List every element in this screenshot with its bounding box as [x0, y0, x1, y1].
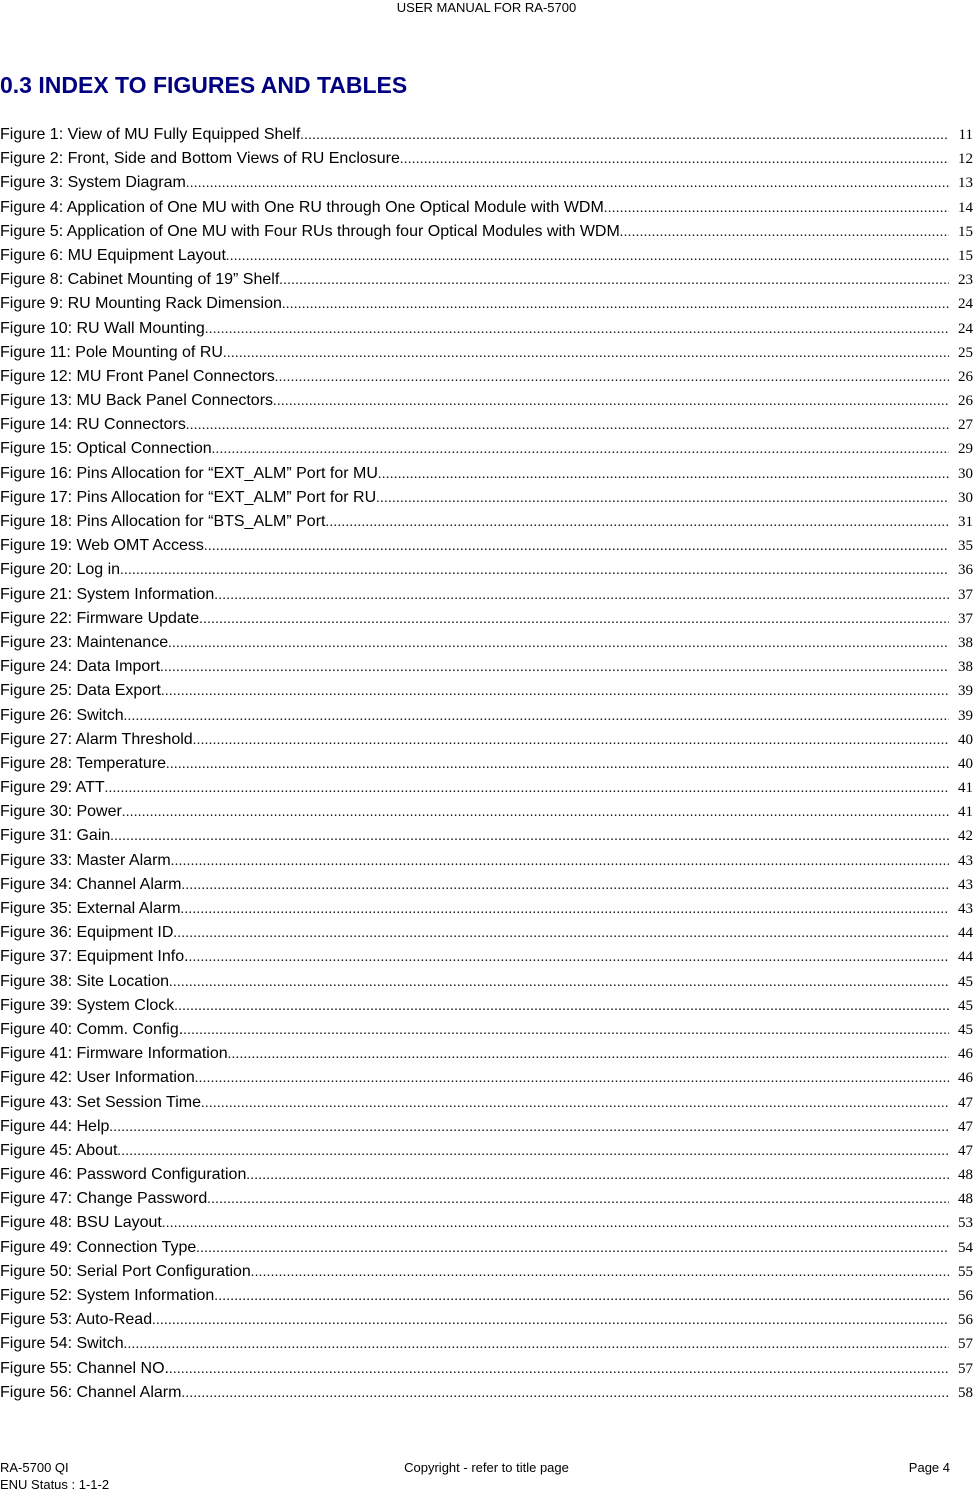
toc-entry[interactable]	[0, 827, 973, 851]
toc-entry[interactable]	[0, 1069, 973, 1093]
toc-entry-title: Figure 49: Connection Type	[0, 1238, 197, 1256]
toc-entry-title: Figure 6: MU Equipment Layout	[0, 246, 226, 264]
toc-entry-title: Figure 39: System Clock	[0, 996, 175, 1014]
toc-entry-page: 45	[958, 973, 973, 990]
toc-entry-title: Figure 30: Power	[0, 803, 122, 821]
toc-entry[interactable]	[0, 803, 973, 827]
toc-entry-page: 43	[958, 901, 973, 917]
toc-entry[interactable]	[0, 174, 973, 198]
toc-dot-leader	[193, 733, 949, 749]
toc-entry-page: 48	[958, 1191, 973, 1208]
toc-dot-leader	[223, 346, 949, 362]
toc-entry-title: Figure 19: Web OMT Access	[0, 537, 204, 555]
toc-entry-title: Figure 26: Switch	[0, 706, 124, 724]
toc-dot-leader	[199, 612, 949, 628]
toc-entry-page: 48	[958, 1167, 973, 1184]
toc-entry[interactable]	[0, 973, 973, 997]
toc-dot-leader	[174, 999, 949, 1015]
toc-entry-page: 13	[958, 175, 973, 192]
toc-dot-leader	[279, 273, 949, 289]
toc-dot-leader	[124, 709, 949, 725]
toc-entry-page: 54	[958, 1239, 973, 1256]
toc-entry-title: Figure 9: RU Mounting Rack Dimension	[0, 295, 282, 313]
footer-status: ENU Status : 1-1-2	[0, 1477, 110, 1492]
toc-dot-leader	[620, 225, 949, 241]
toc-entry[interactable]	[0, 1094, 973, 1118]
toc-entry[interactable]	[0, 1142, 973, 1166]
toc-dot-leader	[376, 491, 949, 507]
figure-index-list	[0, 126, 973, 1408]
toc-entry-title: Figure 35: External Alarm	[0, 900, 181, 917]
toc-entry[interactable]	[0, 561, 973, 585]
toc-entry-page: 43	[958, 852, 973, 869]
toc-entry[interactable]	[0, 1311, 973, 1335]
toc-entry[interactable]	[0, 755, 973, 779]
toc-entry-page: 27	[958, 417, 973, 434]
footer-doc-id: RA-5700 QI	[0, 1460, 69, 1475]
toc-entry-page: 26	[958, 393, 973, 410]
toc-entry[interactable]	[0, 852, 973, 876]
toc-dot-leader	[181, 878, 949, 894]
toc-entry-page: 45	[958, 1021, 973, 1038]
toc-entry-title: Figure 47: Change Password	[0, 1190, 208, 1208]
toc-entry[interactable]	[0, 1021, 973, 1045]
toc-entry-page: 36	[958, 562, 973, 579]
toc-entry-page: 57	[958, 1336, 973, 1353]
toc-entry[interactable]	[0, 440, 973, 464]
toc-entry-title: Figure 1: View of MU Fully Equipped Shelf	[0, 126, 301, 143]
toc-entry-title: Figure 43: Set Session Time	[0, 1093, 201, 1111]
toc-entry-title: Figure 40: Comm. Config.	[0, 1020, 184, 1038]
toc-entry[interactable]	[0, 247, 973, 271]
toc-dot-leader	[246, 1168, 949, 1184]
toc-dot-leader	[168, 636, 949, 652]
toc-entry-title: Figure 16: Pins Allocation for “EXT_ALM” Port for MU	[0, 464, 378, 482]
footer-page-number: Page 4	[908, 1460, 950, 1475]
toc-entry-page: 11	[958, 127, 973, 143]
toc-entry-title: Figure 12: MU Front Panel Connectors	[0, 367, 275, 385]
toc-entry-title: Figure 24: Data Import	[0, 658, 161, 676]
toc-dot-leader	[195, 1071, 949, 1087]
toc-entry-title: Figure 20: Log in	[0, 561, 121, 579]
toc-entry[interactable]	[0, 1263, 973, 1287]
toc-entry[interactable]	[0, 1335, 973, 1359]
toc-dot-leader	[109, 1120, 949, 1136]
toc-dot-leader	[166, 757, 949, 773]
toc-entry-page: 37	[958, 610, 973, 627]
toc-entry[interactable]	[0, 223, 973, 247]
toc-entry-title: Figure 53: Auto-Read	[0, 1311, 153, 1329]
toc-dot-leader	[604, 201, 949, 217]
toc-entry[interactable]	[0, 150, 973, 174]
toc-entry-page: 56	[958, 1312, 973, 1329]
toc-dot-leader	[169, 1362, 949, 1378]
toc-entry[interactable]	[0, 271, 973, 295]
toc-entry-page: 25	[958, 344, 973, 361]
toc-entry-title: Figure 46: Password Configuration	[0, 1166, 247, 1184]
toc-entry-page: 29	[958, 441, 973, 458]
toc-entry-page: 43	[958, 876, 973, 893]
toc-entry-title: Figure 52: System Information	[0, 1287, 215, 1304]
toc-entry-title: Figure 56: Channel Alarm	[0, 1383, 182, 1401]
toc-entry-title: Figure 54: Switch	[0, 1335, 124, 1353]
toc-entry[interactable]	[0, 489, 973, 513]
toc-dot-leader	[207, 1192, 949, 1208]
toc-dot-leader	[181, 902, 949, 918]
toc-dot-leader	[110, 829, 949, 845]
toc-entry[interactable]	[0, 392, 973, 416]
toc-dot-leader	[204, 539, 949, 555]
toc-entry[interactable]	[0, 658, 973, 682]
toc-entry[interactable]	[0, 1166, 973, 1190]
toc-dot-leader	[124, 1337, 949, 1353]
toc-entry[interactable]	[0, 1287, 973, 1311]
toc-entry[interactable]	[0, 634, 973, 658]
toc-dot-leader	[186, 176, 949, 192]
toc-entry-page: 12	[958, 151, 973, 168]
toc-entry-page: 35	[958, 538, 973, 555]
toc-dot-leader	[181, 1386, 949, 1402]
toc-entry[interactable]	[0, 416, 973, 440]
toc-entry-page: 53	[958, 1215, 973, 1232]
toc-entry[interactable]	[0, 537, 973, 561]
toc-entry-page: 46	[958, 1070, 973, 1087]
toc-entry-page: 44	[958, 949, 973, 966]
toc-entry-title: Figure 55: Channel NO.	[0, 1359, 169, 1377]
toc-dot-leader	[186, 418, 949, 434]
toc-entry[interactable]	[0, 320, 973, 344]
toc-entry[interactable]	[0, 344, 973, 368]
toc-entry[interactable]	[0, 997, 973, 1021]
toc-entry[interactable]	[0, 731, 973, 755]
toc-entry-title: Figure 31: Gain	[0, 827, 111, 845]
toc-entry-title: Figure 21: System Information	[0, 585, 215, 603]
toc-entry-title: Figure 34: Channel Alarm	[0, 875, 182, 893]
toc-entry-title: Figure 3: System Diagram	[0, 174, 186, 192]
toc-entry-title: Figure 33: Master Alarm	[0, 851, 171, 869]
section-title: 0.3 INDEX TO FIGURES AND TABLES	[0, 72, 408, 98]
toc-dot-leader	[300, 128, 949, 144]
toc-dot-leader	[325, 515, 949, 531]
toc-entry-page: 41	[958, 780, 973, 797]
toc-dot-leader	[275, 370, 949, 386]
toc-entry-page: 47	[958, 1094, 973, 1111]
toc-entry-page: 31	[958, 514, 973, 530]
toc-entry-title: Figure 13: MU Back Panel Connectors	[0, 392, 274, 410]
toc-entry-title: Figure 17: Pins Allocation for “EXT_ALM” Port for RU	[0, 488, 377, 506]
toc-entry[interactable]	[0, 1045, 973, 1069]
toc-dot-leader	[228, 1047, 949, 1063]
toc-entry[interactable]	[0, 948, 973, 972]
toc-entry-page: 39	[958, 683, 973, 700]
toc-entry[interactable]	[0, 1239, 973, 1263]
toc-dot-leader	[196, 1241, 949, 1257]
toc-entry[interactable]	[0, 295, 973, 319]
toc-entry-title: Figure 2: Front, Side and Bottom Views of RU Enclosure	[0, 150, 400, 168]
toc-entry[interactable]	[0, 1190, 973, 1214]
toc-entry[interactable]	[0, 1360, 973, 1384]
toc-dot-leader	[122, 805, 949, 821]
toc-entry-page: 44	[958, 925, 973, 942]
toc-dot-leader	[378, 467, 949, 483]
toc-entry-title: Figure 50: Serial Port Configuration	[0, 1262, 251, 1280]
toc-entry-title: Figure 29: ATT	[0, 779, 105, 797]
toc-entry-page: 24	[958, 296, 973, 313]
toc-entry[interactable]	[0, 199, 973, 223]
toc-entry-title: Figure 48: BSU Layout	[0, 1214, 162, 1232]
toc-entry-title: Figure 8: Cabinet Mounting of 19” Shelf	[0, 271, 280, 289]
toc-entry[interactable]	[0, 779, 973, 803]
toc-entry-page: 58	[958, 1384, 973, 1401]
footer-copyright: Copyright - refer to title page	[404, 1460, 569, 1475]
toc-entry[interactable]	[0, 1384, 973, 1408]
toc-entry-page: 15	[958, 247, 973, 264]
toc-dot-leader	[161, 684, 949, 700]
toc-entry-page: 40	[958, 755, 973, 772]
toc-entry-title: Figure 27: Alarm Threshold	[0, 730, 193, 748]
toc-dot-leader	[282, 297, 949, 313]
toc-dot-leader	[120, 563, 949, 579]
toc-entry-title: Figure 15: Optical Connection	[0, 440, 212, 458]
toc-entry[interactable]	[0, 682, 973, 706]
toc-entry-title: Figure 38: Site Location	[0, 972, 169, 990]
toc-entry[interactable]	[0, 876, 973, 900]
toc-entry-page: 30	[958, 489, 973, 506]
toc-entry[interactable]	[0, 924, 973, 948]
toc-dot-leader	[205, 322, 949, 338]
toc-entry-page: 39	[958, 707, 973, 724]
toc-dot-leader	[201, 1096, 949, 1112]
toc-dot-leader	[189, 950, 949, 966]
toc-entry-page: 40	[958, 731, 973, 748]
toc-entry[interactable]	[0, 126, 973, 150]
toc-entry-page: 55	[958, 1263, 973, 1280]
toc-entry-title: Figure 4: Application of One MU with One RU through One Optical Module with WDM	[0, 198, 604, 216]
toc-entry[interactable]	[0, 1214, 973, 1238]
toc-entry-title: Figure 18: Pins Allocation for “BTS_ALM” Port	[0, 513, 326, 530]
toc-entry[interactable]	[0, 1118, 973, 1142]
toc-entry[interactable]	[0, 610, 973, 634]
toc-entry-title: Figure 41: Firmware Information	[0, 1045, 228, 1063]
toc-entry-title: Figure 23: Maintenance	[0, 633, 169, 651]
toc-dot-leader	[169, 975, 949, 991]
toc-dot-leader	[105, 781, 949, 797]
toc-entry-page: 38	[958, 634, 973, 651]
toc-entry[interactable]	[0, 368, 973, 392]
toc-entry-title: Figure 11: Pole Mounting of RU	[0, 343, 223, 361]
toc-entry-title: Figure 22: Firmware Update	[0, 609, 200, 627]
toc-entry-title: Figure 25: Data Export	[0, 682, 161, 700]
toc-entry-page: 57	[958, 1360, 973, 1377]
toc-entry-page: 30	[958, 465, 973, 482]
toc-dot-leader	[173, 926, 949, 942]
toc-entry-page: 24	[958, 320, 973, 337]
toc-entry-title: Figure 42: User Information	[0, 1069, 195, 1087]
toc-entry-page: 15	[958, 223, 973, 240]
toc-entry-page: 14	[958, 199, 973, 216]
toc-entry-title: Figure 44: Help	[0, 1117, 110, 1135]
toc-dot-leader	[273, 394, 949, 410]
toc-entry-title: Figure 37: Equipment Info.	[0, 948, 189, 966]
toc-entry-page: 41	[958, 804, 973, 821]
toc-dot-leader	[117, 1144, 949, 1160]
toc-entry-page: 45	[958, 997, 973, 1014]
toc-entry[interactable]	[0, 513, 973, 537]
toc-dot-leader	[162, 1216, 949, 1232]
toc-dot-leader	[214, 1289, 949, 1305]
toc-dot-leader	[400, 152, 949, 168]
toc-entry-page: 46	[958, 1046, 973, 1063]
toc-entry-title: Figure 28: Temperature	[0, 754, 167, 772]
toc-dot-leader	[251, 1265, 949, 1281]
toc-entry-page: 56	[958, 1288, 973, 1304]
toc-entry-title: Figure 10: RU Wall Mounting	[0, 319, 205, 337]
toc-dot-leader	[152, 1313, 949, 1329]
toc-entry[interactable]	[0, 900, 973, 924]
toc-entry-page: 38	[958, 659, 973, 676]
toc-entry[interactable]	[0, 707, 973, 731]
toc-dot-leader	[171, 854, 949, 870]
toc-entry-title: Figure 14: RU Connectors	[0, 416, 186, 434]
toc-entry-page: 47	[958, 1142, 973, 1159]
toc-entry[interactable]	[0, 586, 973, 610]
toc-dot-leader	[214, 588, 949, 604]
toc-dot-leader	[183, 1023, 949, 1039]
toc-dot-leader	[226, 249, 949, 265]
toc-entry-title: Figure 45: About	[0, 1141, 118, 1159]
toc-dot-leader	[160, 660, 949, 676]
toc-entry[interactable]	[0, 465, 973, 489]
toc-entry-title: Figure 36: Equipment ID	[0, 924, 174, 942]
toc-entry-page: 47	[958, 1118, 973, 1135]
toc-entry-page: 42	[958, 828, 973, 845]
toc-entry-title: Figure 5: Application of One MU with Four RUs through four Optical Modules with WDM	[0, 222, 620, 240]
toc-entry-page: 26	[958, 368, 973, 385]
toc-dot-leader	[212, 442, 949, 458]
toc-entry-page: 37	[958, 586, 973, 603]
running-header: USER MANUAL FOR RA-5700	[396, 0, 577, 15]
toc-entry-page: 23	[958, 272, 973, 289]
